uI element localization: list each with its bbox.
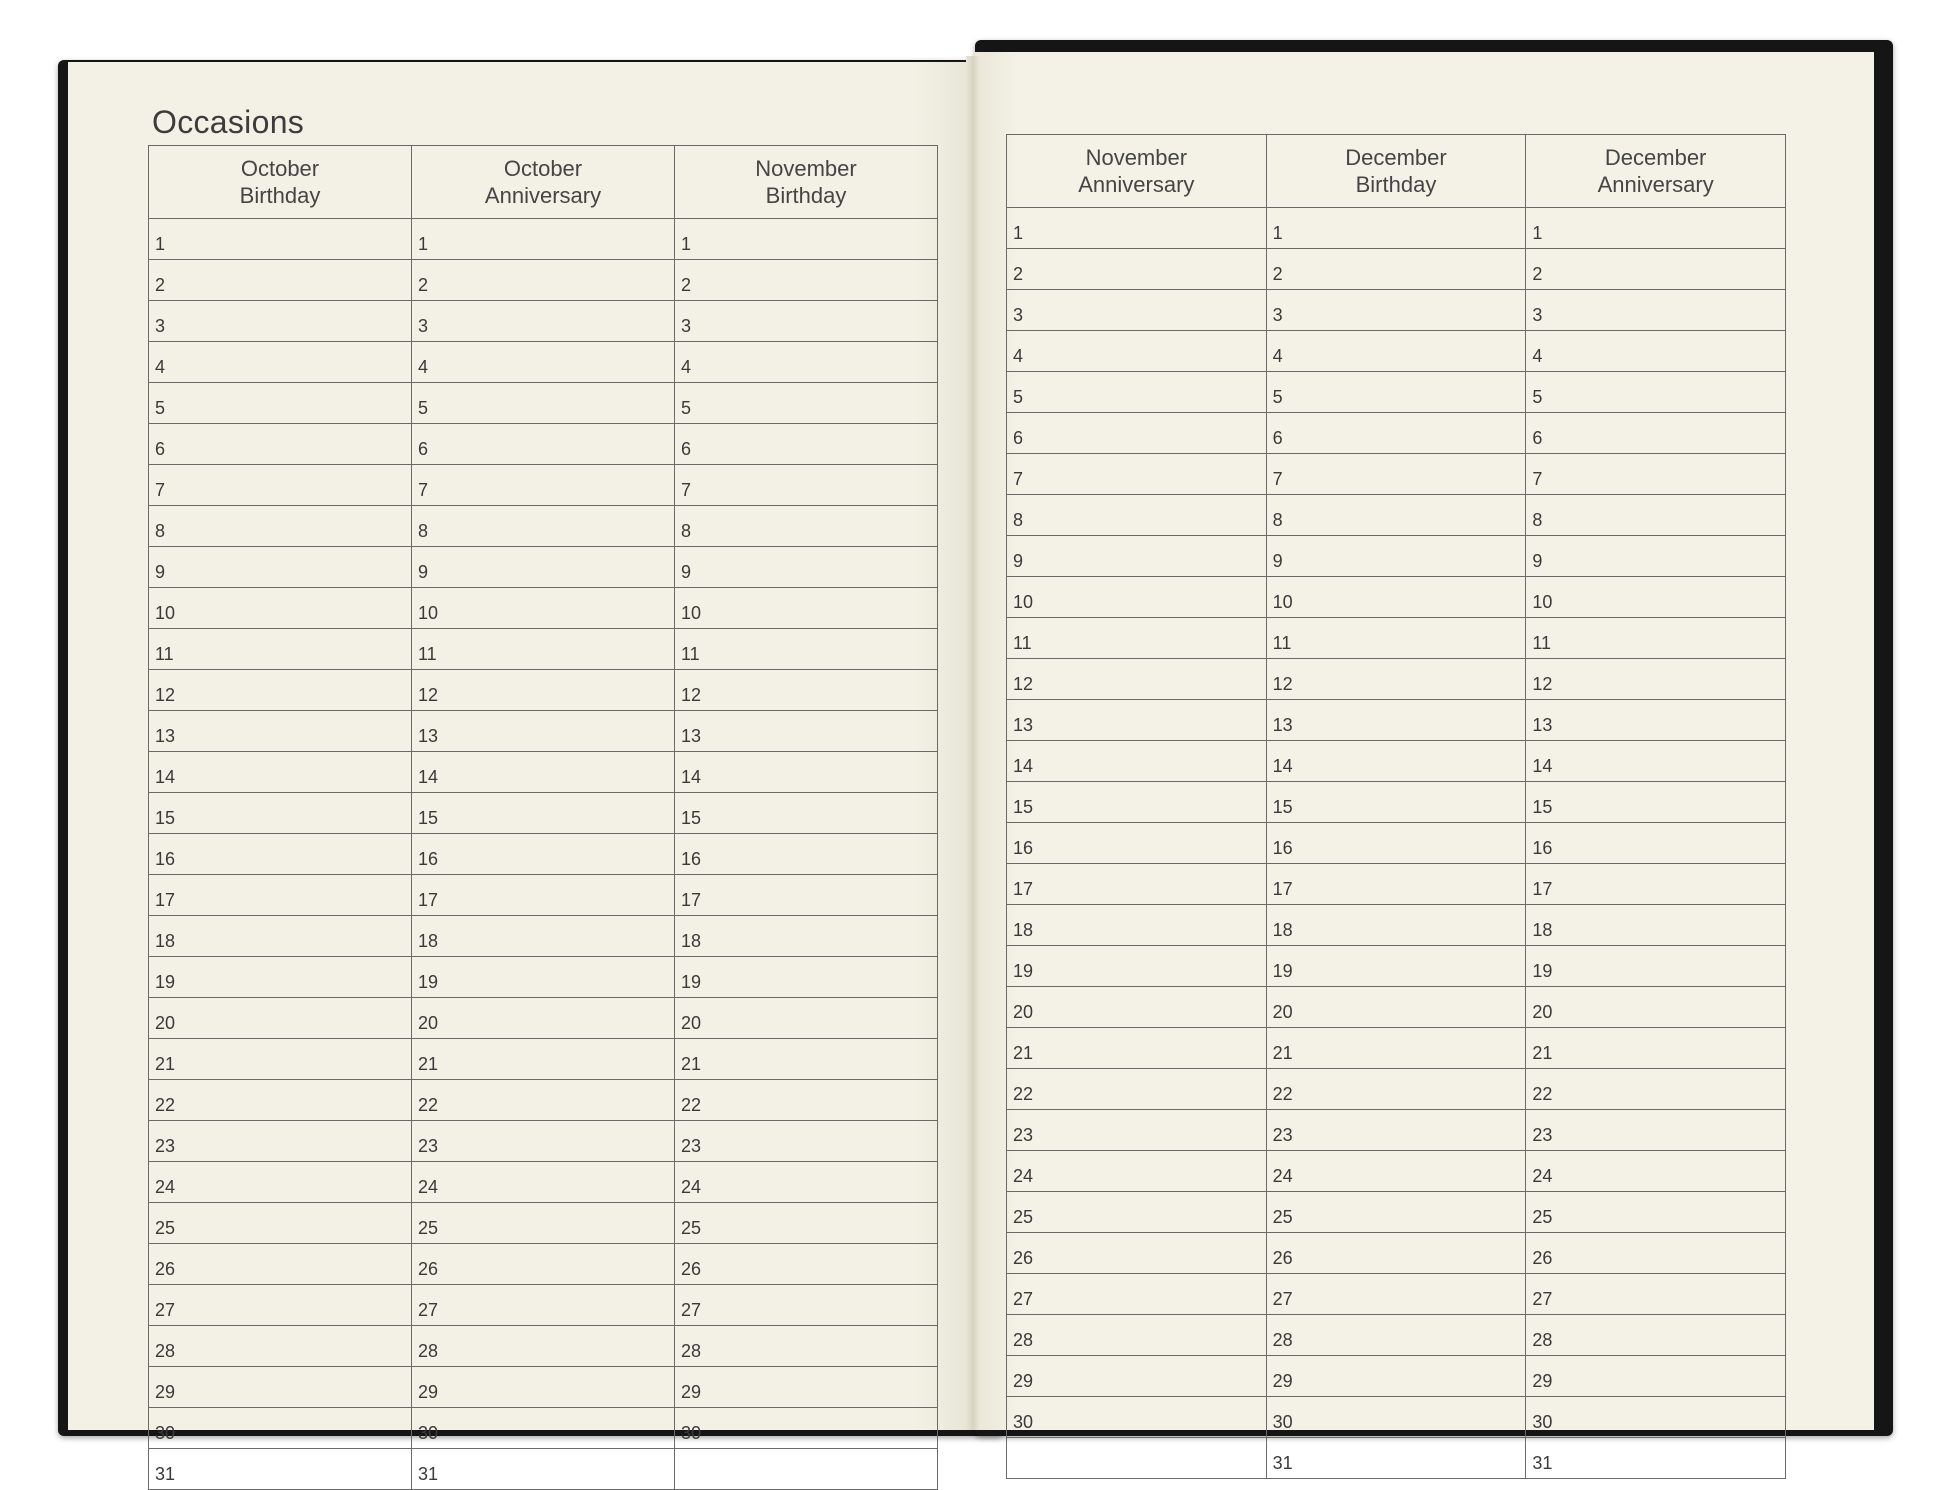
table-row bbox=[149, 506, 938, 547]
day-entry-cell: 15 bbox=[412, 793, 675, 834]
table-row bbox=[149, 957, 938, 998]
day-entry-cell: 17 bbox=[1526, 864, 1786, 905]
day-entry-cell: 11 bbox=[1526, 618, 1786, 659]
table-row bbox=[149, 834, 938, 875]
day-entry-cell: 19 bbox=[149, 957, 412, 998]
day-entry-cell: 12 bbox=[675, 670, 938, 711]
day-entry-cell: 17 bbox=[412, 875, 675, 916]
day-entry-cell: 18 bbox=[1007, 905, 1267, 946]
table-row bbox=[1007, 1233, 1786, 1274]
day-entry-cell: 26 bbox=[412, 1244, 675, 1285]
day-entry-cell: 7 bbox=[1266, 454, 1526, 495]
day-entry-cell: 27 bbox=[675, 1285, 938, 1326]
day-entry-cell: 13 bbox=[1007, 700, 1267, 741]
table-row bbox=[149, 1203, 938, 1244]
day-entry-cell: 3 bbox=[1007, 290, 1267, 331]
day-entry-cell: 13 bbox=[149, 711, 412, 752]
day-entry-cell: 4 bbox=[675, 342, 938, 383]
day-entry-cell: 30 bbox=[1266, 1397, 1526, 1438]
day-entry-cell: 9 bbox=[1526, 536, 1786, 577]
table-row bbox=[1007, 905, 1786, 946]
table-row bbox=[149, 711, 938, 752]
column-header-december-birthday bbox=[1266, 135, 1526, 208]
day-entry-cell: 22 bbox=[412, 1080, 675, 1121]
table-row bbox=[1007, 1397, 1786, 1438]
day-entry-cell: 15 bbox=[1007, 782, 1267, 823]
table-row bbox=[149, 465, 938, 506]
day-entry-cell: 16 bbox=[1526, 823, 1786, 864]
table-row bbox=[1007, 1438, 1786, 1479]
day-entry-cell: 20 bbox=[412, 998, 675, 1039]
day-entry-cell: 18 bbox=[149, 916, 412, 957]
day-entry-cell: 4 bbox=[412, 342, 675, 383]
day-entry-cell: 3 bbox=[149, 301, 412, 342]
day-entry-cell: 13 bbox=[412, 711, 675, 752]
day-entry-cell: 13 bbox=[1266, 700, 1526, 741]
table-row bbox=[1007, 946, 1786, 987]
table-row bbox=[1007, 495, 1786, 536]
day-entry-cell: 23 bbox=[149, 1121, 412, 1162]
day-entry-cell: 29 bbox=[1266, 1356, 1526, 1397]
table-row bbox=[1007, 987, 1786, 1028]
day-entry-cell: 31 bbox=[149, 1449, 412, 1490]
table-row bbox=[149, 1080, 938, 1121]
day-entry-cell: 29 bbox=[1007, 1356, 1267, 1397]
day-entry-cell: 19 bbox=[412, 957, 675, 998]
table-row bbox=[149, 1285, 938, 1326]
header-line: Anniversary bbox=[1597, 172, 1714, 197]
header-line: October bbox=[240, 156, 320, 181]
table-row bbox=[1007, 782, 1786, 823]
header-line: Anniversary bbox=[484, 183, 602, 208]
day-entry-cell: 14 bbox=[675, 752, 938, 793]
table-row bbox=[149, 301, 938, 342]
day-entry-cell: 3 bbox=[675, 301, 938, 342]
table-row bbox=[149, 1162, 938, 1203]
day-entry-cell: 28 bbox=[1007, 1315, 1267, 1356]
day-entry-cell: 21 bbox=[412, 1039, 675, 1080]
day-entry-cell: 29 bbox=[1526, 1356, 1786, 1397]
column-header-october-birthday bbox=[149, 146, 412, 219]
day-entry-cell: 22 bbox=[149, 1080, 412, 1121]
day-entry-cell: 25 bbox=[412, 1203, 675, 1244]
day-entry-cell: 14 bbox=[1007, 741, 1267, 782]
day-entry-cell: 8 bbox=[675, 506, 938, 547]
day-entry-cell: 22 bbox=[1526, 1069, 1786, 1110]
day-entry-cell bbox=[675, 1449, 938, 1490]
table-row bbox=[149, 547, 938, 588]
day-entry-cell: 19 bbox=[1266, 946, 1526, 987]
day-entry-cell: 8 bbox=[1007, 495, 1267, 536]
day-entry-cell: 9 bbox=[412, 547, 675, 588]
day-entry-cell: 16 bbox=[149, 834, 412, 875]
table-row bbox=[149, 424, 938, 465]
day-entry-cell: 21 bbox=[675, 1039, 938, 1080]
day-entry-cell: 6 bbox=[149, 424, 412, 465]
day-entry-cell: 17 bbox=[149, 875, 412, 916]
day-entry-cell: 27 bbox=[1526, 1274, 1786, 1315]
table-row bbox=[1007, 823, 1786, 864]
day-entry-cell: 12 bbox=[149, 670, 412, 711]
day-entry-cell: 27 bbox=[1266, 1274, 1526, 1315]
table-row bbox=[1007, 618, 1786, 659]
day-entry-cell: 10 bbox=[1007, 577, 1267, 618]
table-row bbox=[1007, 741, 1786, 782]
table-row bbox=[1007, 1110, 1786, 1151]
day-entry-cell: 23 bbox=[675, 1121, 938, 1162]
day-entry-cell: 1 bbox=[675, 219, 938, 260]
header-line: November bbox=[755, 156, 857, 181]
table-row bbox=[149, 1449, 938, 1490]
day-entry-cell: 17 bbox=[675, 875, 938, 916]
day-entry-cell: 27 bbox=[1007, 1274, 1267, 1315]
table-row bbox=[1007, 1069, 1786, 1110]
table-row bbox=[149, 342, 938, 383]
day-entry-cell: 3 bbox=[412, 301, 675, 342]
day-entry-cell: 25 bbox=[149, 1203, 412, 1244]
table-row bbox=[1007, 864, 1786, 905]
day-entry-cell: 26 bbox=[1526, 1233, 1786, 1274]
day-entry-cell: 15 bbox=[1526, 782, 1786, 823]
header-line: Anniversary bbox=[1078, 172, 1195, 197]
table-row bbox=[149, 752, 938, 793]
day-entry-cell: 29 bbox=[675, 1367, 938, 1408]
column-header-november-birthday bbox=[675, 146, 938, 219]
table-row bbox=[1007, 1151, 1786, 1192]
column-header-december-anniversary bbox=[1526, 135, 1786, 208]
day-entry-cell bbox=[1007, 1438, 1267, 1479]
day-entry-cell: 7 bbox=[1526, 454, 1786, 495]
day-entry-cell: 5 bbox=[675, 383, 938, 424]
day-entry-cell: 13 bbox=[675, 711, 938, 752]
day-entry-cell: 14 bbox=[1526, 741, 1786, 782]
table-row bbox=[1007, 413, 1786, 454]
book-gutter bbox=[966, 56, 980, 1430]
day-entry-cell: 20 bbox=[675, 998, 938, 1039]
table-row bbox=[149, 1367, 938, 1408]
day-entry-cell: 23 bbox=[1266, 1110, 1526, 1151]
table-row bbox=[1007, 454, 1786, 495]
header-line: November bbox=[1085, 145, 1188, 170]
day-entry-cell: 24 bbox=[149, 1162, 412, 1203]
day-entry-cell: 12 bbox=[412, 670, 675, 711]
day-entry-cell: 4 bbox=[1007, 331, 1267, 372]
table-row bbox=[149, 1326, 938, 1367]
table-row bbox=[149, 670, 938, 711]
day-entry-cell: 22 bbox=[1266, 1069, 1526, 1110]
table-row bbox=[1007, 249, 1786, 290]
day-entry-cell: 8 bbox=[412, 506, 675, 547]
day-entry-cell: 17 bbox=[1266, 864, 1526, 905]
day-entry-cell: 28 bbox=[675, 1326, 938, 1367]
day-entry-cell: 30 bbox=[675, 1408, 938, 1449]
day-entry-cell: 2 bbox=[1007, 249, 1267, 290]
header-line: Birthday bbox=[765, 183, 847, 208]
header-line: December bbox=[1604, 145, 1707, 170]
day-entry-cell: 16 bbox=[1007, 823, 1267, 864]
table-row bbox=[1007, 1315, 1786, 1356]
table-row bbox=[1007, 331, 1786, 372]
day-entry-cell: 16 bbox=[1266, 823, 1526, 864]
day-entry-cell: 11 bbox=[675, 629, 938, 670]
day-entry-cell: 25 bbox=[1266, 1192, 1526, 1233]
day-entry-cell: 1 bbox=[1266, 208, 1526, 249]
day-entry-cell: 5 bbox=[1007, 372, 1267, 413]
occasions-table-right bbox=[1006, 134, 1786, 1479]
day-entry-cell: 28 bbox=[1526, 1315, 1786, 1356]
day-entry-cell: 30 bbox=[412, 1408, 675, 1449]
column-header-november-anniversary bbox=[1007, 135, 1267, 208]
day-entry-cell: 24 bbox=[412, 1162, 675, 1203]
day-entry-cell: 18 bbox=[675, 916, 938, 957]
day-entry-cell: 28 bbox=[412, 1326, 675, 1367]
table-row bbox=[149, 588, 938, 629]
day-entry-cell: 21 bbox=[149, 1039, 412, 1080]
day-entry-cell: 11 bbox=[1007, 618, 1267, 659]
table-row bbox=[149, 219, 938, 260]
day-entry-cell: 6 bbox=[1526, 413, 1786, 454]
day-entry-cell: 26 bbox=[1007, 1233, 1267, 1274]
day-entry-cell: 12 bbox=[1007, 659, 1267, 700]
day-entry-cell: 8 bbox=[1526, 495, 1786, 536]
table-row bbox=[1007, 290, 1786, 331]
day-entry-cell: 5 bbox=[149, 383, 412, 424]
day-entry-cell: 12 bbox=[1266, 659, 1526, 700]
day-entry-cell: 1 bbox=[1526, 208, 1786, 249]
table-row bbox=[149, 260, 938, 301]
day-entry-cell: 17 bbox=[1007, 864, 1267, 905]
day-entry-cell: 24 bbox=[675, 1162, 938, 1203]
day-entry-cell: 5 bbox=[1266, 372, 1526, 413]
day-entry-cell: 15 bbox=[675, 793, 938, 834]
day-entry-cell: 29 bbox=[149, 1367, 412, 1408]
header-line: Birthday bbox=[239, 183, 321, 208]
day-entry-cell: 20 bbox=[1266, 987, 1526, 1028]
table-row bbox=[149, 998, 938, 1039]
day-entry-cell: 11 bbox=[412, 629, 675, 670]
day-entry-cell: 9 bbox=[1007, 536, 1267, 577]
day-entry-cell: 3 bbox=[1266, 290, 1526, 331]
day-entry-cell: 15 bbox=[1266, 782, 1526, 823]
day-entry-cell: 30 bbox=[1007, 1397, 1267, 1438]
day-entry-cell: 19 bbox=[1526, 946, 1786, 987]
day-entry-cell: 7 bbox=[1007, 454, 1267, 495]
table-row bbox=[149, 1121, 938, 1162]
day-entry-cell: 31 bbox=[1266, 1438, 1526, 1479]
day-entry-cell: 10 bbox=[412, 588, 675, 629]
table-row bbox=[149, 1244, 938, 1285]
table-row bbox=[149, 793, 938, 834]
day-entry-cell: 1 bbox=[412, 219, 675, 260]
table-row bbox=[1007, 1192, 1786, 1233]
day-entry-cell: 20 bbox=[149, 998, 412, 1039]
table-row bbox=[1007, 659, 1786, 700]
day-entry-cell: 13 bbox=[1526, 700, 1786, 741]
day-entry-cell: 16 bbox=[675, 834, 938, 875]
day-entry-cell: 9 bbox=[675, 547, 938, 588]
table-row bbox=[1007, 1274, 1786, 1315]
day-entry-cell: 9 bbox=[1266, 536, 1526, 577]
table-row bbox=[1007, 700, 1786, 741]
day-entry-cell: 23 bbox=[1526, 1110, 1786, 1151]
day-entry-cell: 7 bbox=[149, 465, 412, 506]
day-entry-cell: 22 bbox=[675, 1080, 938, 1121]
day-entry-cell: 4 bbox=[1526, 331, 1786, 372]
day-entry-cell: 26 bbox=[149, 1244, 412, 1285]
day-entry-cell: 25 bbox=[1526, 1192, 1786, 1233]
column-header-october-anniversary bbox=[412, 146, 675, 219]
day-entry-cell: 28 bbox=[149, 1326, 412, 1367]
table-row bbox=[1007, 1028, 1786, 1069]
day-entry-cell: 20 bbox=[1007, 987, 1267, 1028]
day-entry-cell: 2 bbox=[675, 260, 938, 301]
day-entry-cell: 8 bbox=[149, 506, 412, 547]
day-entry-cell: 25 bbox=[1007, 1192, 1267, 1233]
day-entry-cell: 21 bbox=[1526, 1028, 1786, 1069]
table-row bbox=[1007, 208, 1786, 249]
day-entry-cell: 7 bbox=[675, 465, 938, 506]
day-entry-cell: 26 bbox=[675, 1244, 938, 1285]
day-entry-cell: 11 bbox=[149, 629, 412, 670]
day-entry-cell: 10 bbox=[1266, 577, 1526, 618]
day-entry-cell: 6 bbox=[412, 424, 675, 465]
day-entry-cell: 30 bbox=[149, 1408, 412, 1449]
table-row bbox=[1007, 536, 1786, 577]
day-entry-cell: 24 bbox=[1266, 1151, 1526, 1192]
header-line: December bbox=[1345, 145, 1447, 170]
table-row bbox=[149, 916, 938, 957]
day-entry-cell: 27 bbox=[149, 1285, 412, 1326]
day-entry-cell: 10 bbox=[1526, 577, 1786, 618]
day-entry-cell: 21 bbox=[1007, 1028, 1267, 1069]
day-entry-cell: 10 bbox=[675, 588, 938, 629]
day-entry-cell: 30 bbox=[1526, 1397, 1786, 1438]
day-entry-cell: 28 bbox=[1266, 1315, 1526, 1356]
day-entry-cell: 5 bbox=[1526, 372, 1786, 413]
day-entry-cell: 23 bbox=[1007, 1110, 1267, 1151]
occasions-table-left bbox=[148, 145, 938, 1490]
day-entry-cell: 9 bbox=[149, 547, 412, 588]
day-entry-cell: 18 bbox=[412, 916, 675, 957]
day-entry-cell: 24 bbox=[1007, 1151, 1267, 1192]
day-entry-cell: 18 bbox=[1526, 905, 1786, 946]
day-entry-cell: 22 bbox=[1007, 1069, 1267, 1110]
day-entry-cell: 8 bbox=[1266, 495, 1526, 536]
day-entry-cell: 6 bbox=[1266, 413, 1526, 454]
table-row bbox=[149, 1408, 938, 1449]
day-entry-cell: 26 bbox=[1266, 1233, 1526, 1274]
table-row bbox=[149, 383, 938, 424]
day-entry-cell: 23 bbox=[412, 1121, 675, 1162]
table-row bbox=[149, 629, 938, 670]
day-entry-cell: 14 bbox=[149, 752, 412, 793]
day-entry-cell: 16 bbox=[412, 834, 675, 875]
day-entry-cell: 27 bbox=[412, 1285, 675, 1326]
day-entry-cell: 31 bbox=[1526, 1438, 1786, 1479]
day-entry-cell: 4 bbox=[149, 342, 412, 383]
day-entry-cell: 12 bbox=[1526, 659, 1786, 700]
day-entry-cell: 1 bbox=[1007, 208, 1267, 249]
header-line: October bbox=[503, 156, 583, 181]
table-row bbox=[1007, 577, 1786, 618]
day-entry-cell: 21 bbox=[1266, 1028, 1526, 1069]
day-entry-cell: 11 bbox=[1266, 618, 1526, 659]
day-entry-cell: 20 bbox=[1526, 987, 1786, 1028]
day-entry-cell: 19 bbox=[1007, 946, 1267, 987]
day-entry-cell: 10 bbox=[149, 588, 412, 629]
day-entry-cell: 7 bbox=[412, 465, 675, 506]
day-entry-cell: 14 bbox=[1266, 741, 1526, 782]
day-entry-cell: 2 bbox=[1266, 249, 1526, 290]
day-entry-cell: 2 bbox=[412, 260, 675, 301]
day-entry-cell: 19 bbox=[675, 957, 938, 998]
page-title: Occasions bbox=[152, 104, 305, 140]
table-row bbox=[149, 875, 938, 916]
day-entry-cell: 15 bbox=[149, 793, 412, 834]
day-entry-cell: 29 bbox=[412, 1367, 675, 1408]
day-entry-cell: 2 bbox=[1526, 249, 1786, 290]
day-entry-cell: 5 bbox=[412, 383, 675, 424]
day-entry-cell: 6 bbox=[675, 424, 938, 465]
table-row bbox=[149, 1039, 938, 1080]
day-entry-cell: 25 bbox=[675, 1203, 938, 1244]
day-entry-cell: 24 bbox=[1526, 1151, 1786, 1192]
day-entry-cell: 1 bbox=[149, 219, 412, 260]
day-entry-cell: 6 bbox=[1007, 413, 1267, 454]
day-entry-cell: 18 bbox=[1266, 905, 1526, 946]
day-entry-cell: 2 bbox=[149, 260, 412, 301]
day-entry-cell: 4 bbox=[1266, 331, 1526, 372]
table-row bbox=[1007, 372, 1786, 413]
day-entry-cell: 3 bbox=[1526, 290, 1786, 331]
day-entry-cell: 14 bbox=[412, 752, 675, 793]
day-entry-cell: 31 bbox=[412, 1449, 675, 1490]
table-row bbox=[1007, 1356, 1786, 1397]
header-line: Birthday bbox=[1355, 172, 1437, 197]
